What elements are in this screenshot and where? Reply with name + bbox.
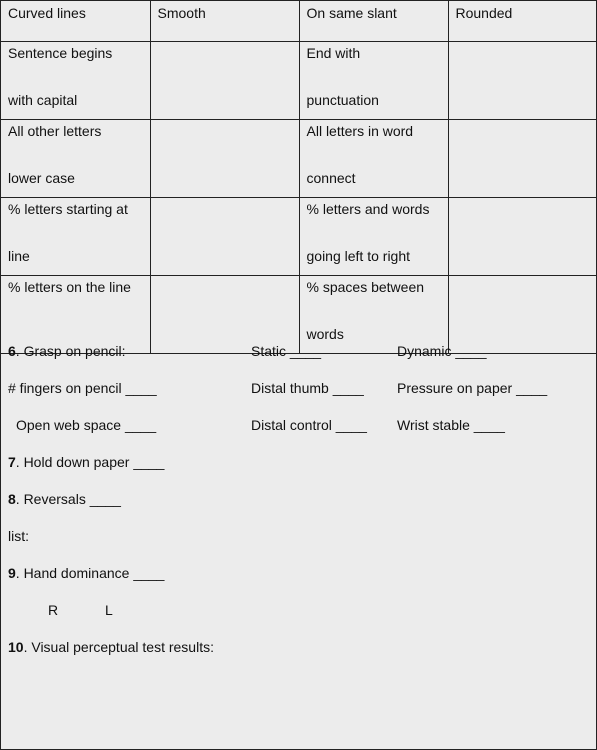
distal-control-field[interactable]: Distal control ____ xyxy=(251,417,367,433)
criterion-text: % letters on the line xyxy=(8,279,131,295)
hand-row xyxy=(8,561,593,598)
criterion-text: % letters starting at xyxy=(8,201,128,217)
criterion-cell xyxy=(1,198,150,276)
wrist-field[interactable]: Wrist stable ____ xyxy=(397,417,505,433)
rating-cell[interactable] xyxy=(150,42,299,120)
item-label: . Grasp on pencil: xyxy=(15,343,126,359)
item-number: 9 xyxy=(8,565,16,581)
static-field[interactable]: Static ____ xyxy=(251,343,322,359)
criterion-text: All letters in word xyxy=(306,123,414,139)
hold-paper-field[interactable] xyxy=(8,454,164,470)
handwriting-table xyxy=(1,1,597,354)
grasp-row xyxy=(8,339,593,376)
criterion-text: words xyxy=(306,326,344,342)
hold-row xyxy=(8,450,593,487)
hand-dominance-field[interactable] xyxy=(8,565,164,581)
criterion-text: % letters and words xyxy=(306,201,430,217)
criterion-text: End with xyxy=(306,45,361,61)
fingers-field[interactable]: # fingers on pencil ____ xyxy=(8,380,157,396)
reversals-row xyxy=(8,487,593,524)
criterion-text: going left to right xyxy=(306,248,411,264)
header-cell: Rounded xyxy=(448,1,597,42)
header-cell: Curved lines xyxy=(1,1,150,42)
distal-thumb-field[interactable]: Distal thumb ____ xyxy=(251,380,364,396)
pressure-field[interactable]: Pressure on paper ____ xyxy=(397,380,548,396)
criterion-text: % spaces between xyxy=(306,279,425,295)
header-cell: On same slant xyxy=(299,1,448,42)
item-number: 8 xyxy=(8,491,16,507)
list-row xyxy=(8,524,593,561)
table-row xyxy=(1,120,597,198)
item-label: . Visual perceptual test results: xyxy=(23,639,214,655)
table-header-row xyxy=(1,1,597,42)
criterion-text: with capital xyxy=(8,92,78,108)
fingers-row xyxy=(8,376,593,413)
criterion-text: lower case xyxy=(8,170,75,186)
dynamic-field[interactable]: Dynamic ____ xyxy=(397,343,487,359)
criterion-text: connect xyxy=(306,170,356,186)
rating-cell[interactable] xyxy=(150,120,299,198)
web-space-row xyxy=(8,413,593,450)
rl-row xyxy=(8,598,593,635)
visual-row xyxy=(8,635,593,672)
criterion-text: Sentence begins xyxy=(8,45,113,61)
list-label: list: xyxy=(8,528,29,544)
reversals-field[interactable] xyxy=(8,491,121,507)
criterion-cell xyxy=(1,42,150,120)
header-cell: Smooth xyxy=(150,1,299,42)
rating-cell[interactable] xyxy=(448,42,597,120)
item-label: . Reversals ____ xyxy=(15,491,121,507)
item-label: . Hold down paper ____ xyxy=(15,454,165,470)
rating-cell[interactable] xyxy=(150,198,299,276)
item-label: . Hand dominance ____ xyxy=(15,565,165,581)
table-row xyxy=(1,42,597,120)
criterion-text: line xyxy=(8,248,30,264)
item-number: 10 xyxy=(8,639,24,655)
web-space-field[interactable]: Open web space ____ xyxy=(16,417,157,433)
rating-cell[interactable] xyxy=(448,120,597,198)
item-number: 7 xyxy=(8,454,16,470)
criterion-cell xyxy=(1,120,150,198)
right-option[interactable]: R xyxy=(48,602,59,618)
item-number: 6 xyxy=(8,343,16,359)
table-row xyxy=(1,198,597,276)
rating-cell[interactable] xyxy=(448,198,597,276)
criterion-text: punctuation xyxy=(306,92,379,108)
grasp-item xyxy=(8,343,126,359)
criterion-text: All other letters xyxy=(8,123,102,139)
left-option[interactable]: L xyxy=(105,602,113,618)
criterion-cell xyxy=(299,42,448,120)
criterion-cell xyxy=(299,198,448,276)
assessment-items xyxy=(8,339,593,672)
criterion-cell xyxy=(299,120,448,198)
visual-perceptual-item xyxy=(8,639,214,655)
